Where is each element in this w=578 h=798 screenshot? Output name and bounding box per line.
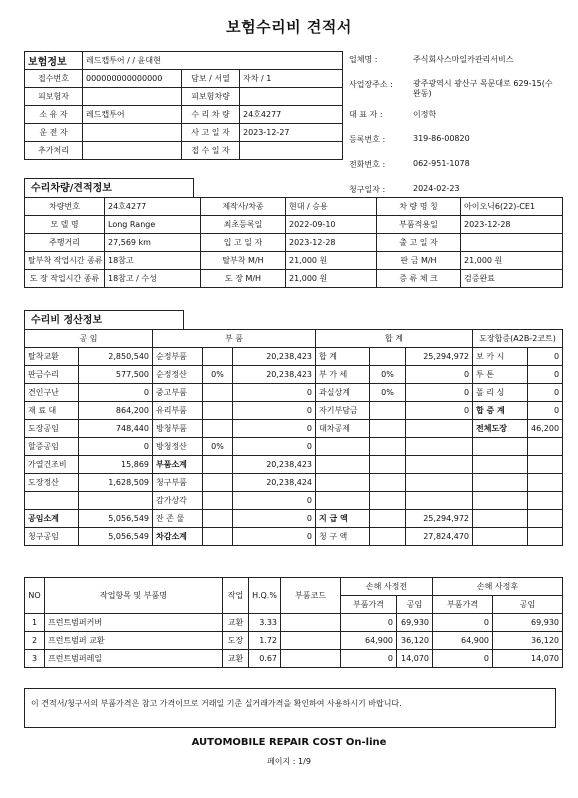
item-cell: 0	[433, 650, 493, 668]
settlement-value: 0	[528, 402, 563, 420]
settlement-value	[406, 492, 473, 510]
settlement-label	[316, 438, 370, 456]
settlement-value	[370, 492, 406, 510]
settlement-value: 0	[233, 438, 316, 456]
settlement-value: 0	[233, 402, 316, 420]
settlement-value	[203, 456, 233, 474]
table-row	[25, 614, 563, 632]
settlement-label	[25, 492, 79, 510]
vehicle-value: 18참고 / 수성	[105, 270, 201, 288]
settlement-value	[528, 456, 563, 474]
settlement-label: 부 가 세	[316, 366, 370, 384]
victim-value	[240, 88, 343, 106]
company-ceo-value: 이정학	[413, 110, 437, 119]
settlement-value: 20,238,423	[233, 456, 316, 474]
company-claim-date-label: 청구일자 :	[349, 185, 386, 194]
receipt-date-label: 접 수 일 자	[182, 142, 240, 160]
settlement-label	[473, 438, 528, 456]
settlement-label	[473, 456, 528, 474]
handler-value: 자차 / 1	[240, 70, 343, 88]
settlement-label: 가열건조비	[25, 456, 79, 474]
settlement-value: 577,500	[79, 366, 153, 384]
vehicle-value: 아이오닉6(22)-CE1	[461, 198, 563, 216]
settlement-label: 보 카 시	[473, 348, 528, 366]
vehicle-value: 2023-12-28	[286, 234, 377, 252]
settlement-value	[370, 420, 406, 438]
settlement-label: 과실상계	[316, 384, 370, 402]
items-col-no: NO	[25, 578, 45, 614]
settlement-value: 0	[233, 420, 316, 438]
settlement-value	[528, 510, 563, 528]
vehicle-value: Long Range	[105, 216, 201, 234]
settlement-label: 차감소계	[153, 528, 203, 546]
settlement-label: 투 톤	[473, 366, 528, 384]
item-cell: 3.33	[249, 614, 281, 632]
settlement-value: 5,056,549	[79, 528, 153, 546]
settlement-value: 0	[233, 510, 316, 528]
settlement-table	[24, 329, 563, 546]
receipt-date-value	[240, 142, 343, 160]
vehicle-value: 24호4277	[105, 198, 201, 216]
settlement-value	[406, 438, 473, 456]
settlement-value	[406, 456, 473, 474]
vehicle-label: 차 량 명 칭	[377, 198, 461, 216]
settlement-value	[370, 456, 406, 474]
item-cell	[281, 650, 341, 668]
item-cell: 14,070	[493, 650, 563, 668]
table-row	[25, 650, 563, 668]
table-row	[25, 632, 563, 650]
settlement-value	[203, 474, 233, 492]
settlement-label: 순정정산	[153, 366, 203, 384]
company-ceo-label: 대 표 자 :	[349, 110, 383, 119]
settlement-value: 0	[406, 402, 473, 420]
settlement-label: 폴 리 싱	[473, 384, 528, 402]
settlement-value: 20,238,424	[233, 474, 316, 492]
vehicle-value: 2022-09-10	[286, 216, 377, 234]
insurance-info-table	[24, 51, 343, 160]
settlement-label: 청 구 액	[316, 528, 370, 546]
items-col-after-labor: 공임	[493, 596, 563, 614]
items-col-after-price: 부품가격	[433, 596, 493, 614]
settlement-value: 0%	[203, 366, 233, 384]
settlement-value: 27,824,470	[406, 528, 473, 546]
settlement-label: 자기부담금	[316, 402, 370, 420]
vehicle-value: 현대 / 승용	[286, 198, 377, 216]
item-cell: 프런트범퍼레일	[45, 650, 223, 668]
vehicle-label: 차량번호	[25, 198, 105, 216]
item-cell: 36,120	[493, 632, 563, 650]
insured-label: 피보험자	[25, 88, 83, 106]
driver-label: 운 전 자	[25, 124, 83, 142]
settlement-value	[370, 438, 406, 456]
claim-no-label: 접수번호	[25, 70, 83, 88]
settlement-value	[370, 528, 406, 546]
company-reg-value: 319-86-00820	[413, 134, 470, 143]
vehicle-label: 출 고 일 자	[377, 234, 461, 252]
settlement-value: 0	[79, 438, 153, 456]
item-cell: 0	[341, 650, 397, 668]
settlement-value	[203, 420, 233, 438]
item-cell: 64,900	[433, 632, 493, 650]
settlement-value: 0	[528, 366, 563, 384]
company-addr-label: 사업장주소 :	[349, 80, 393, 89]
page-title: 보험수리비 견적서	[226, 18, 352, 36]
settlement-value	[203, 384, 233, 402]
settlement-label	[316, 492, 370, 510]
settlement-value	[203, 510, 233, 528]
settlement-value	[406, 474, 473, 492]
items-col-before-labor: 공임	[397, 596, 433, 614]
settlement-label: 순정부품	[153, 348, 203, 366]
settlement-label: 청구공임	[25, 528, 79, 546]
items-col-before: 손해 사정전	[341, 578, 433, 596]
items-col-work: 작업	[223, 578, 249, 614]
settlement-label	[473, 474, 528, 492]
settlement-label	[473, 528, 528, 546]
item-cell: 교환	[223, 650, 249, 668]
settlement-value	[203, 402, 233, 420]
vehicle-label: 제작사/차종	[201, 198, 286, 216]
vehicle-label: 입 고 일 자	[201, 234, 286, 252]
insurance-heading: 보험정보	[25, 52, 83, 70]
settlement-col-total: 합 계	[316, 330, 473, 348]
driver-value	[83, 124, 182, 142]
extra-value	[83, 142, 182, 160]
accident-date-value: 2023-12-27	[240, 124, 343, 142]
settlement-value: 0	[528, 348, 563, 366]
company-claim-date-value: 2024-02-23	[413, 184, 460, 193]
settlement-label: 합 계	[316, 348, 370, 366]
settlement-value: 20,238,423	[233, 366, 316, 384]
settlement-value: 15,869	[79, 456, 153, 474]
settlement-value: 0	[406, 366, 473, 384]
settlement-label: 공임소계	[25, 510, 79, 528]
items-col-name: 작업항목 및 부품명	[45, 578, 223, 614]
item-cell: 프런트범퍼 교환	[45, 632, 223, 650]
item-cell: 2	[25, 632, 45, 650]
settlement-value: 748,440	[79, 420, 153, 438]
vehicle-label: 최초등록일	[201, 216, 286, 234]
company-info	[346, 51, 558, 206]
settlement-value: 864,200	[79, 402, 153, 420]
settlement-value: 0	[528, 384, 563, 402]
settlement-label: 전체도장	[473, 420, 528, 438]
settlement-value	[528, 474, 563, 492]
settlement-label: 판금수리	[25, 366, 79, 384]
settlement-col-labor: 공 임	[25, 330, 153, 348]
vehicle-value: 검증완료	[461, 270, 563, 288]
settlement-label: 합 증 계	[473, 402, 528, 420]
settlement-label: 중고부품	[153, 384, 203, 402]
company-phone-label: 전화번호 :	[349, 160, 386, 169]
vehicle-value: 27,569 km	[105, 234, 201, 252]
settlement-value	[370, 474, 406, 492]
items-col-hq: H.Q.%	[249, 578, 281, 614]
settlement-label: 대차공제	[316, 420, 370, 438]
settlement-label: 방청부품	[153, 420, 203, 438]
disclaimer-note: 이 견적서/청구서의 부품가격은 참고 가격이므로 거래일 기준 실거래가격을 확인하여 사용하시기 바랍니다.	[24, 688, 556, 728]
settlement-label: 잔 존 물	[153, 510, 203, 528]
settlement-label	[473, 492, 528, 510]
item-cell	[281, 614, 341, 632]
settlement-value	[203, 528, 233, 546]
settlement-value: 0	[233, 492, 316, 510]
item-cell: 1.72	[249, 632, 281, 650]
settlement-heading: 수리비 정산정보	[24, 310, 184, 329]
vehicle-value: 18참고	[105, 252, 201, 270]
item-cell: 프런트범퍼커버	[45, 614, 223, 632]
settlement-value	[203, 348, 233, 366]
settlement-value	[528, 438, 563, 456]
settlement-label: 재 료 대	[25, 402, 79, 420]
item-cell: 0	[433, 614, 493, 632]
settlement-label: 탈착교환	[25, 348, 79, 366]
claim-no-value: 000000000000000	[83, 70, 182, 88]
settlement-value: 25,294,972	[406, 348, 473, 366]
extra-label: 추가처리	[25, 142, 83, 160]
settlement-value: 0	[79, 384, 153, 402]
insured-value	[83, 88, 182, 106]
company-name-value: 주식회사스마일카관리서비스	[413, 55, 514, 64]
vehicle-label: 주행거리	[25, 234, 105, 252]
company-name-label: 업체명 :	[349, 55, 378, 64]
victim-label: 피보험차량	[182, 88, 240, 106]
settlement-label: 감가상각	[153, 492, 203, 510]
vehicle-label: 탈부착 작업시간 종류	[25, 252, 105, 270]
item-cell: 14,070	[397, 650, 433, 668]
vehicle-label: 도 장 작업시간 종류	[25, 270, 105, 288]
insurance-header-value: 레드캡투어 / / 윤대현	[83, 52, 343, 70]
settlement-label: 청구부품	[153, 474, 203, 492]
item-cell: 69,930	[397, 614, 433, 632]
vehicle-label: 탈부착 M/H	[201, 252, 286, 270]
items-col-code: 부품코드	[281, 578, 341, 614]
settlement-value	[79, 492, 153, 510]
vehicle-value: 21,000 원	[461, 252, 563, 270]
settlement-label	[316, 474, 370, 492]
settlement-value: 20,238,423	[233, 348, 316, 366]
accident-date-label: 사 고 일 자	[182, 124, 240, 142]
settlement-value: 46,200	[528, 420, 563, 438]
settlement-label: 도장정산	[25, 474, 79, 492]
owner-value: 레드캡투어	[83, 106, 182, 124]
settlement-label: 할증공임	[25, 438, 79, 456]
settlement-label: 도장공임	[25, 420, 79, 438]
item-cell	[281, 632, 341, 650]
settlement-value	[406, 420, 473, 438]
settlement-label: 방청정산	[153, 438, 203, 456]
vehicle-label: 모 델 명	[25, 216, 105, 234]
company-addr-value: 광주광역시 광산구 목문대로 629-15(수완동)	[413, 79, 553, 98]
settlement-col-paint: 도장합증(A2B-2코트)	[473, 330, 563, 348]
vehicle-heading: 수리차량/견적정보	[24, 178, 194, 197]
handler-label: 담보 / 서열	[182, 70, 240, 88]
repair-car-value: 24호4277	[240, 106, 343, 124]
page-number: 페이지 : 1/9	[267, 757, 311, 766]
settlement-value: 0	[233, 384, 316, 402]
settlement-value: 0	[233, 528, 316, 546]
vehicle-label: 부품적용일	[377, 216, 461, 234]
item-cell: 0.67	[249, 650, 281, 668]
settlement-label: 부품소계	[153, 456, 203, 474]
items-col-after: 손해 사정후	[433, 578, 563, 596]
vehicle-label: 증 류 체 크	[377, 270, 461, 288]
items-col-before-price: 부품가격	[341, 596, 397, 614]
settlement-value: 0%	[370, 366, 406, 384]
item-cell: 0	[341, 614, 397, 632]
settlement-value	[370, 402, 406, 420]
settlement-value: 0%	[203, 438, 233, 456]
settlement-value	[528, 492, 563, 510]
company-reg-label: 등록번호 :	[349, 135, 386, 144]
settlement-label	[316, 456, 370, 474]
settlement-value	[528, 528, 563, 546]
vehicle-value: 21,000 원	[286, 252, 377, 270]
item-cell: 도장	[223, 632, 249, 650]
settlement-value: 25,294,972	[406, 510, 473, 528]
brand-footer: AUTOMOBILE REPAIR COST On-line	[191, 737, 387, 748]
settlement-value	[370, 348, 406, 366]
item-cell: 36,120	[397, 632, 433, 650]
vehicle-label: 판 금 M/H	[377, 252, 461, 270]
item-cell: 3	[25, 650, 45, 668]
settlement-value	[370, 510, 406, 528]
item-cell: 1	[25, 614, 45, 632]
settlement-label: 지 급 액	[316, 510, 370, 528]
settlement-value: 5,056,549	[79, 510, 153, 528]
owner-label: 소 유 자	[25, 106, 83, 124]
settlement-value: 0%	[370, 384, 406, 402]
item-cell: 교환	[223, 614, 249, 632]
settlement-label: 견인구난	[25, 384, 79, 402]
settlement-label: 유리부품	[153, 402, 203, 420]
settlement-value: 1,628,509	[79, 474, 153, 492]
vehicle-table	[24, 197, 563, 288]
settlement-label	[473, 510, 528, 528]
repair-car-label: 수 리 차 량	[182, 106, 240, 124]
settlement-col-parts: 부 품	[153, 330, 316, 348]
vehicle-value: 2023-12-28	[461, 216, 563, 234]
item-cell: 64,900	[341, 632, 397, 650]
item-cell: 69,930	[493, 614, 563, 632]
settlement-value	[203, 492, 233, 510]
vehicle-value: 21,000 원	[286, 270, 377, 288]
vehicle-label: 도 장 M/H	[201, 270, 286, 288]
settlement-value: 2,850,540	[79, 348, 153, 366]
vehicle-value	[461, 234, 563, 252]
settlement-value: 0	[406, 384, 473, 402]
company-phone-value: 062-951-1078	[413, 159, 470, 168]
items-table	[24, 577, 563, 668]
